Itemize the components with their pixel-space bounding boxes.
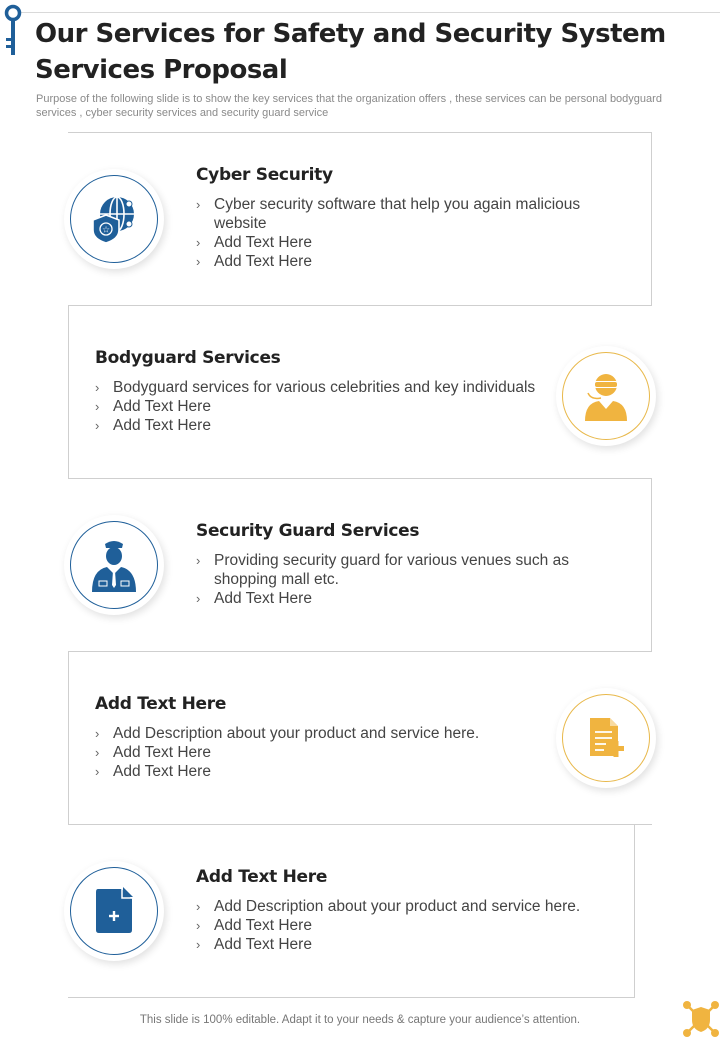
service-title: Cyber Security xyxy=(196,165,333,185)
service-4 xyxy=(95,693,535,781)
icon-circle xyxy=(556,688,656,788)
service-cyber xyxy=(196,164,616,271)
bullet: › Add Description about your product and service here. xyxy=(196,897,626,916)
bullet: › Bodyguard services for various celebrities and key individuals xyxy=(95,378,565,397)
page-title: Our Services for Safety and Security System Services Proposal xyxy=(35,19,666,85)
bullet: › Add Description about your product and service here. xyxy=(95,724,535,743)
bullet: › Add Text Here xyxy=(196,916,626,935)
service-title: Security Guard Services xyxy=(196,521,420,541)
service-guard xyxy=(196,520,606,608)
page-subtitle: Purpose of the following slide is to show the key services that the organization offers , these services can be personal bodyguard services , cyber security services and security guard service xyxy=(36,93,662,119)
file-add-icon xyxy=(94,887,134,935)
service-title: Add Text Here xyxy=(196,867,328,887)
bullet: › Add Text Here xyxy=(196,589,606,608)
footer-note: This slide is 100% editable. Adapt it to your needs & capture your audience’s attention. xyxy=(139,1014,581,1026)
bullet: › Add Text Here xyxy=(95,762,535,781)
bullet: › Add Text Here xyxy=(95,397,565,416)
shield-network-logo-icon xyxy=(682,1000,720,1038)
security-guard-icon xyxy=(91,538,137,592)
bullet: › Cyber security software that help you again malicious website xyxy=(196,195,616,233)
service-title: Bodyguard Services xyxy=(95,348,281,368)
bodyguard-icon xyxy=(583,371,629,421)
icon-circle xyxy=(64,861,164,961)
icon-circle xyxy=(64,169,164,269)
key-icon xyxy=(2,4,24,56)
icon-circle xyxy=(556,346,656,446)
bullet: › Add Text Here xyxy=(196,935,626,954)
bullet: › Add Text Here xyxy=(95,743,535,762)
document-add-icon xyxy=(586,716,626,760)
bullet: › Add Text Here xyxy=(196,252,616,271)
svg-text:☆: ☆ xyxy=(101,224,111,235)
bullet: › Add Text Here xyxy=(196,233,616,252)
service-5 xyxy=(196,866,626,954)
top-divider xyxy=(20,12,720,13)
globe-shield-icon xyxy=(89,194,139,244)
icon-circle xyxy=(64,515,164,615)
bullet: › Providing security guard for various venues such as shopping mall etc. xyxy=(196,551,606,589)
bullet: › Add Text Here xyxy=(95,416,565,435)
service-title: Add Text Here xyxy=(95,694,227,714)
service-bodyguard xyxy=(95,347,565,435)
